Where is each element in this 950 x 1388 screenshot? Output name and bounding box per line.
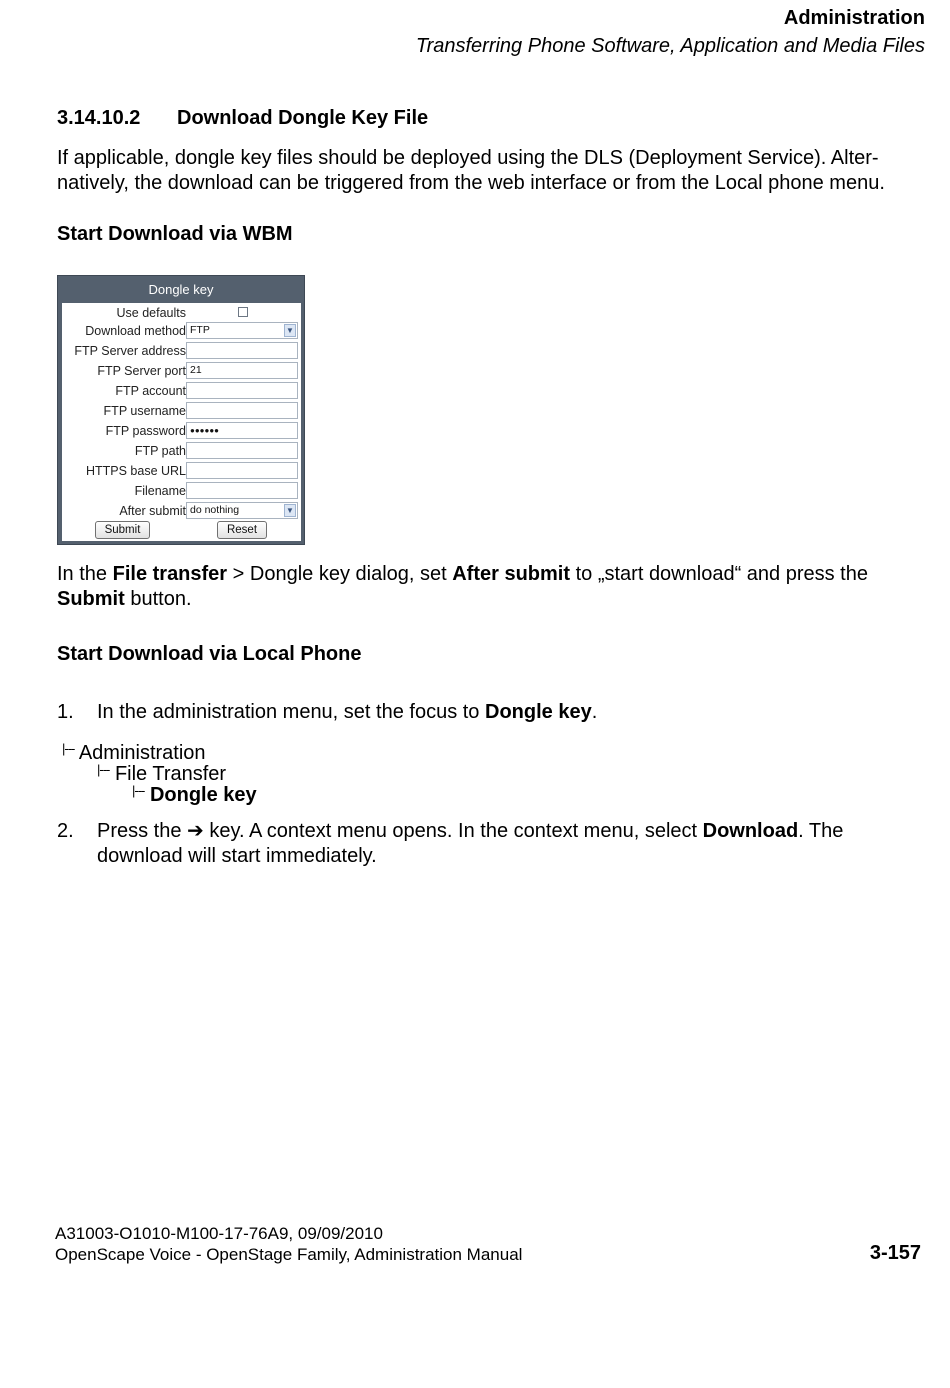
instruction-bold-submit: Submit — [57, 588, 125, 610]
ftp-server-port-input[interactable]: 21 — [186, 362, 298, 379]
after-submit-label: After submit — [119, 504, 186, 518]
step-text-part: In the administration menu, set the focus to — [97, 701, 485, 723]
wbm-heading: Start Download via WBM — [57, 223, 293, 245]
step-number: 1. — [57, 701, 74, 723]
section-number: 3.14.10.2 — [57, 107, 141, 129]
ftp-account-label: FTP account — [115, 384, 186, 398]
step-number: 2. — [57, 820, 74, 842]
section-title: Download Dongle Key File — [177, 107, 429, 129]
instruction-bold-after-submit: After submit — [452, 563, 571, 585]
dialog-form — [62, 303, 301, 541]
arrow-right-icon: ➔ — [187, 820, 204, 842]
chevron-down-icon[interactable]: ▼ — [284, 504, 296, 517]
dongle-key-dialog — [57, 275, 305, 545]
https-base-url-label: HTTPS base URL — [85, 464, 186, 478]
tree-connector: |--- — [97, 762, 110, 777]
tree-item-dongle-key: Dongle key — [149, 784, 257, 806]
page-number: 3-157 — [869, 1242, 921, 1264]
step-text-part: . — [591, 701, 598, 723]
step-text — [97, 819, 927, 869]
step-2 — [57, 819, 927, 869]
footer-document-title: OpenScape Voice - OpenStage Family, Administration Manual — [55, 1245, 523, 1264]
row-ftp-password — [62, 421, 301, 441]
download-method-value: FTP — [190, 324, 210, 336]
section-heading — [57, 107, 428, 130]
download-method-select[interactable] — [186, 322, 298, 339]
reset-button[interactable]: Reset — [217, 521, 267, 539]
tree-item-administration: Administration — [78, 742, 206, 764]
filename-label: Filename — [134, 484, 186, 498]
ftp-password-label: FTP password — [105, 424, 186, 438]
ftp-account-input[interactable] — [186, 382, 298, 399]
row-download-method — [62, 321, 301, 341]
row-ftp-server-address — [62, 341, 301, 361]
ftp-server-port-label: FTP Server port — [97, 364, 186, 378]
wbm-instruction — [57, 562, 927, 612]
after-submit-select[interactable] — [186, 502, 298, 519]
instruction-text: In the — [57, 563, 113, 585]
footer-document-id: A31003-O1010-M100-17-76A9, 09/09/2010 — [55, 1224, 383, 1243]
ftp-path-label: FTP path — [134, 444, 186, 458]
row-ftp-server-port — [62, 361, 301, 381]
download-method-label: Download method — [85, 324, 186, 338]
row-filename — [62, 481, 301, 501]
ftp-password-input[interactable]: ●●●●●● — [186, 422, 298, 439]
instruction-text: to „start download“ and press the — [570, 563, 868, 585]
use-defaults-label: Use defaults — [116, 306, 186, 320]
step-text-part: . The download will start immediately. — [97, 820, 844, 867]
instruction-text: > Dongle key dialog, set — [227, 563, 453, 585]
header-chapter-title: Administration — [783, 7, 925, 29]
tree-connector: |--- — [62, 741, 75, 756]
ftp-server-address-label: FTP Server address — [74, 344, 186, 358]
use-defaults-checkbox[interactable] — [238, 307, 248, 317]
ftp-server-address-input[interactable] — [186, 342, 298, 359]
local-phone-heading: Start Download via Local Phone — [57, 643, 362, 665]
ftp-path-input[interactable] — [186, 442, 298, 459]
submit-button[interactable]: Submit — [95, 521, 150, 539]
https-base-url-input[interactable] — [186, 462, 298, 479]
instruction-text: button. — [124, 588, 192, 610]
after-submit-value: do nothing — [190, 504, 240, 516]
step-text-part: Press the — [97, 820, 188, 842]
step-bold-download: Download — [702, 820, 799, 842]
menu-tree-level-3 — [132, 783, 257, 807]
step-text — [97, 700, 927, 725]
row-ftp-account — [62, 381, 301, 401]
tree-item-file-transfer: File Transfer — [114, 763, 227, 785]
instruction-bold-file-transfer: File transfer — [112, 563, 228, 585]
row-ftp-username — [62, 401, 301, 421]
intro-paragraph: If applicable, dongle key files should be deployed using the DLS (Deployment Service). Alter-natively, the download can be triggered from the web interface or from the Local phone menu. — [57, 147, 885, 194]
dialog-title: Dongle key — [148, 282, 214, 297]
step-text-part: key. A context menu opens. In the context menu, select — [203, 820, 703, 842]
row-after-submit — [62, 501, 301, 521]
row-use-defaults — [62, 303, 301, 323]
ftp-username-label: FTP username — [103, 404, 186, 418]
ftp-username-input[interactable] — [186, 402, 298, 419]
filename-input[interactable] — [186, 482, 298, 499]
row-https-base-url — [62, 461, 301, 481]
row-ftp-path — [62, 441, 301, 461]
chevron-down-icon[interactable]: ▼ — [284, 324, 296, 337]
step-bold-dongle-key: Dongle key — [485, 701, 592, 723]
step-1 — [57, 700, 927, 725]
tree-connector: |--- — [132, 783, 145, 798]
header-section-subtitle: Transferring Phone Software, Application and Media Files — [415, 35, 925, 57]
